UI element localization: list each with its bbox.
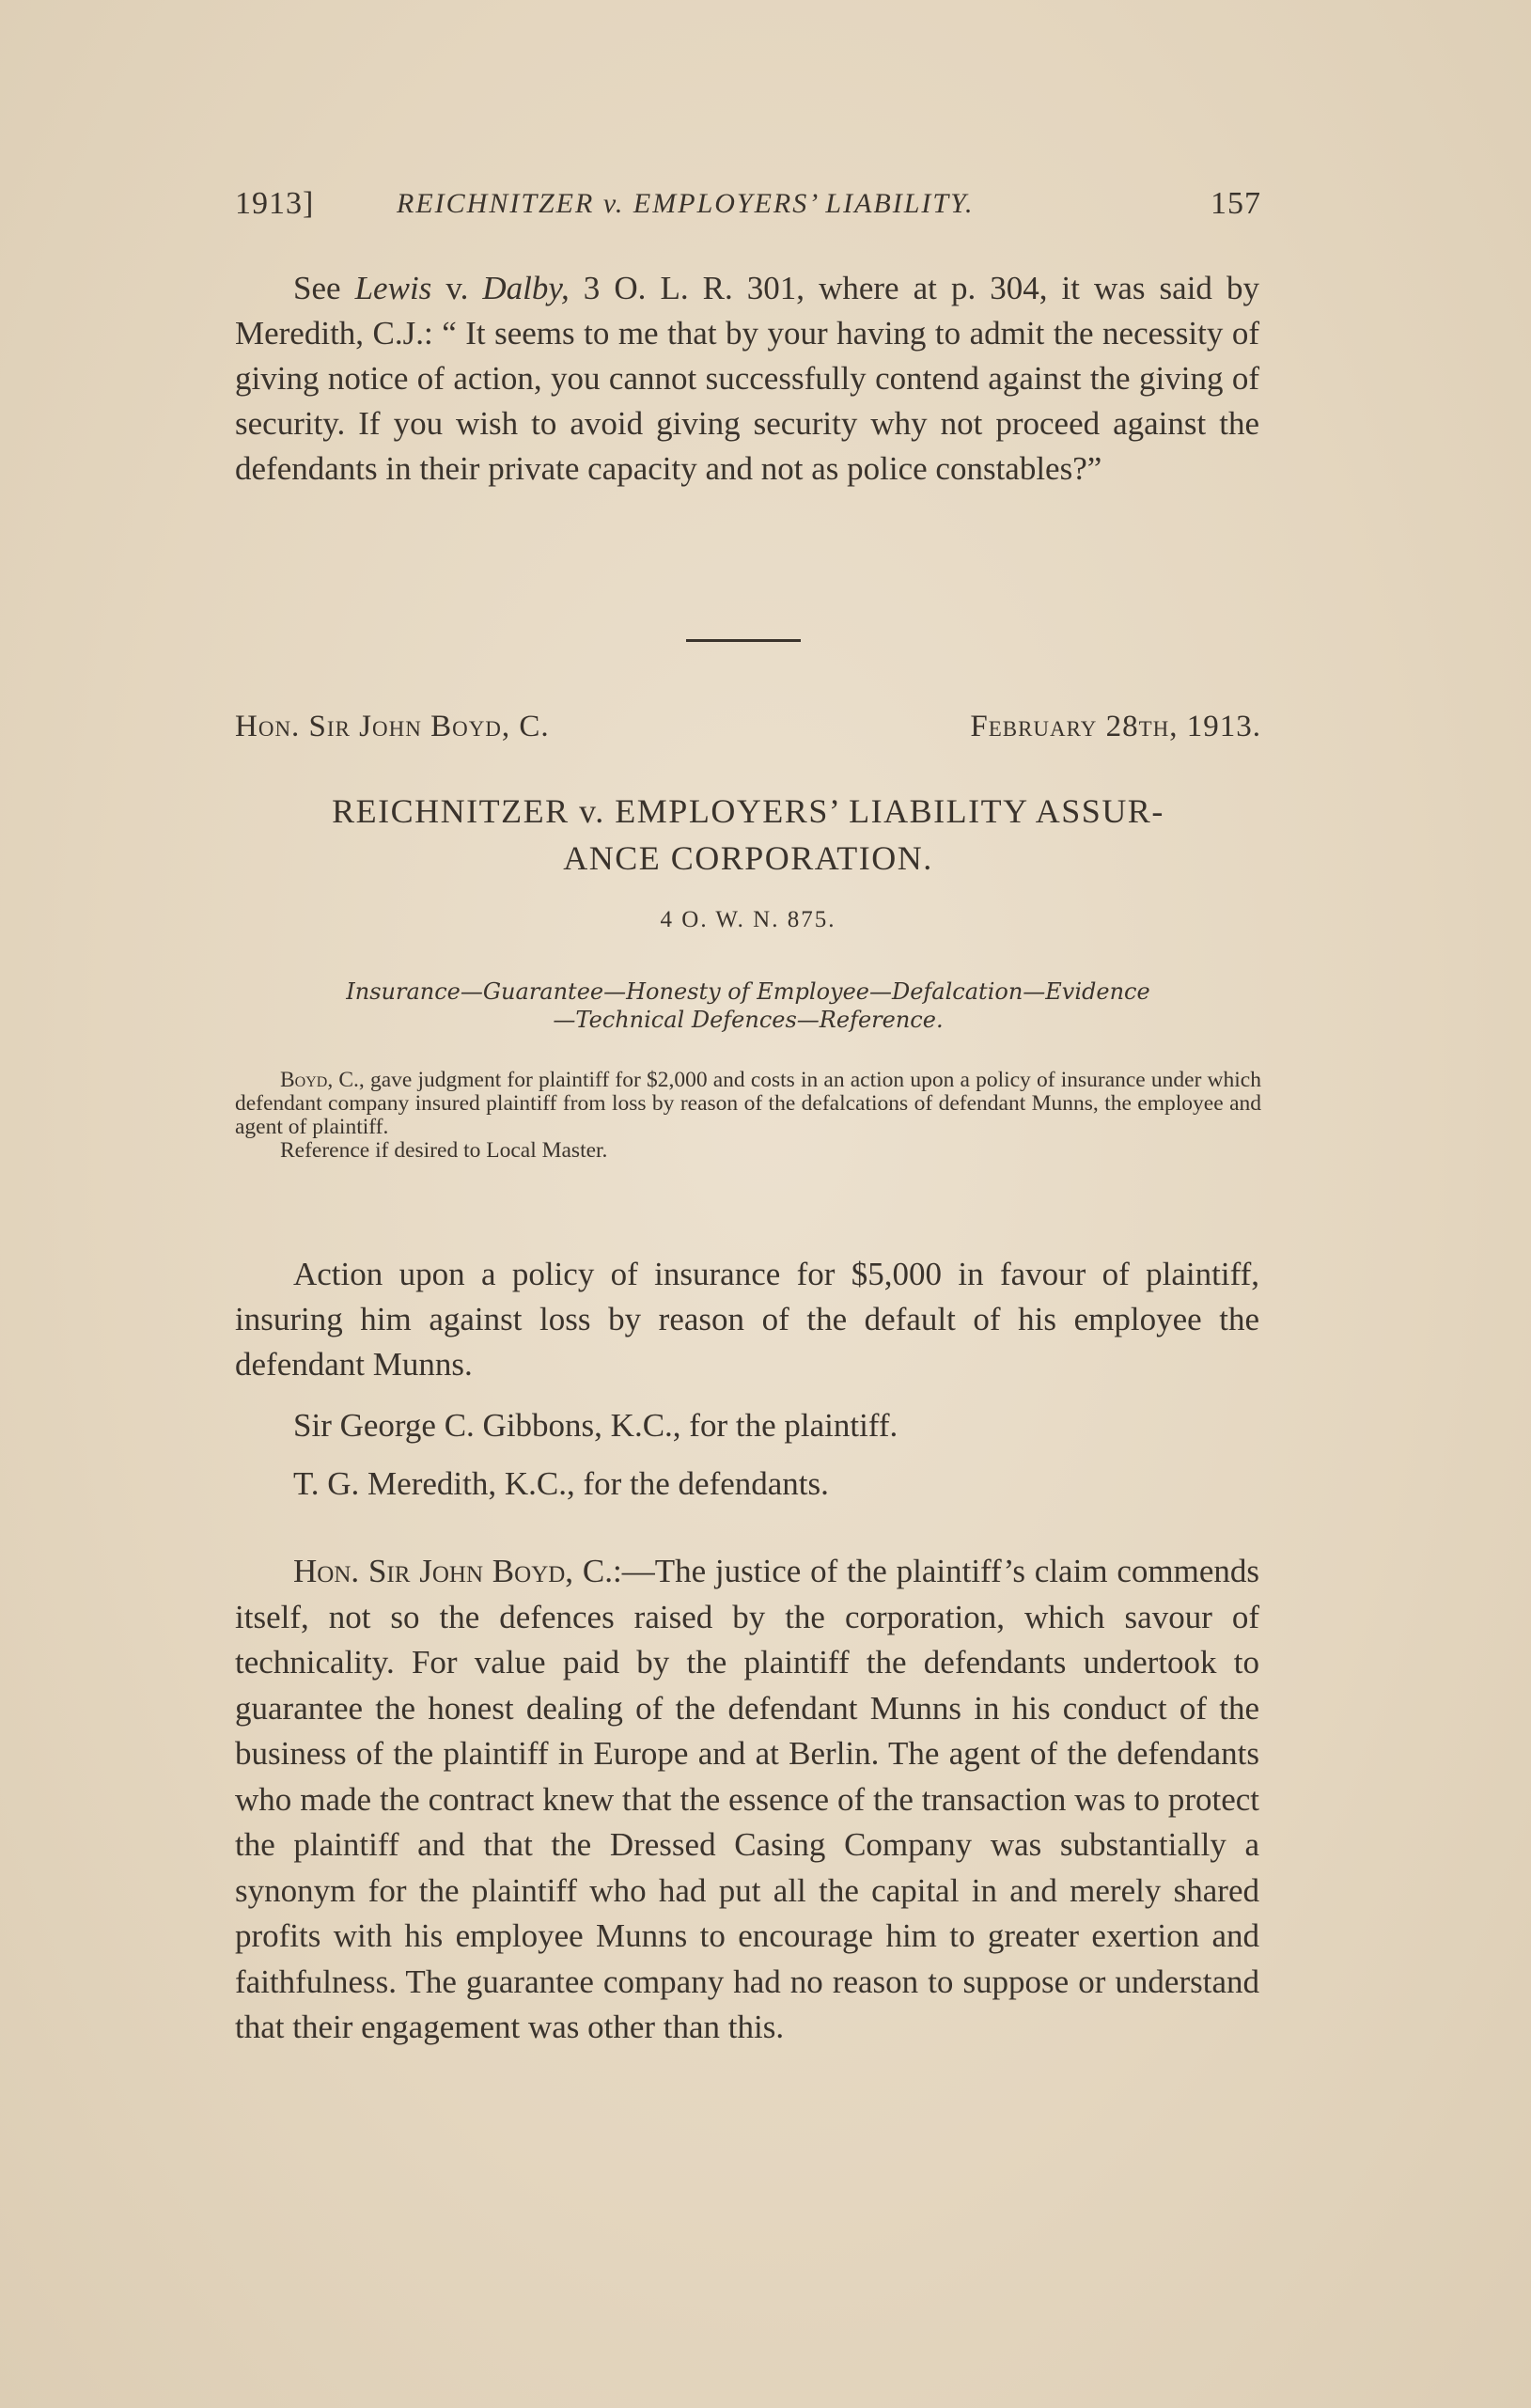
catchwords-line-2: —Technical Defences—Reference. [553,1007,944,1033]
action-paragraph: Action upon a policy of insurance for $5,000 in favour of plaintiff, insuring him against loss by reason of the default of his employee the defendant Munns. [235,1256,1259,1383]
counsel-defendants: T. G. Meredith, K.C., for the defendants. [293,1465,829,1502]
case-title-line-2: ANCE CORPORATION. [563,839,933,877]
quote-intro: See [293,270,355,306]
headnote [235,1069,1261,1163]
judgment-text: :—The justice of the plaintiff’s claim commends itself, not so the defences raised by the corporation, which savour of technicality. For value paid by the plaintiff the defendants undertook to guarantee the honest dealing of the defendant Munns in his conduct of the business of the plaintiff in Europe and at Berlin. The agent of the defendants who made the contract knew that the essence of the transaction was to protect the plaintiff and that the Dressed Casing Company was substantially a synonym for the plaintiff who had put all the capital in and merely shared profits with his employee Munns to encourage him to greater exertion and faithfulness. The guarantee company had no reason to suppose or understand that their engagement was other than this. [235,1553,1259,2045]
judge-date-line [235,710,1261,753]
running-head-year: 1913] [235,186,315,221]
case-name-dalby: Dalby, [482,270,570,306]
quote-paragraph [235,266,1259,492]
versus-text: v. [431,270,483,306]
counsel-plaintiff: Sir George C. Gibbons, K.C., for the plaintiff. [293,1407,898,1444]
case-citation: 4 O. W. N. 875. [660,907,836,932]
running-head-title: REICHNITZER v. EMPLOYERS’ LIABILITY. [397,188,975,219]
judgment-speaker: Hon. Sir John Boyd, C. [293,1553,613,1589]
case-title [235,788,1261,882]
case-name-lewis: Lewis [354,270,432,306]
catchwords [235,977,1261,1034]
headnote-summary [235,1069,1261,1139]
judge-name: Hon. Sir John Boyd, C. [235,710,550,743]
judgment-paragraph [235,1549,1259,2051]
headnote-reference: Reference if desired to Local Master. [280,1138,608,1163]
headnote-judge: Boyd [280,1068,328,1092]
quote-body: 3 O. L. R. 301, where at p. 304, it was said by Meredith, C.J.: “ It seems to me that by your having to admit the necessity of giving notice of action, you cannot successfully contend against the giving of security. If you wish to avoid giving security why not proceed against the defendants in their private capacity and not as police constables?” [235,270,1259,487]
running-head [235,186,1261,233]
page-number: 157 [1211,186,1261,221]
case-title-line-1: REICHNITZER v. EMPLOYERS’ LIABILITY ASSUR- [332,792,1164,830]
decision-date: February 28th, 1913. [970,710,1261,743]
headnote-text: , C., gave judgment for plaintiff for $2,000 and costs in an action upon a policy of insurance under which defendant company insured plaintiff from loss by reason of the defalcations of defendant Munns, the employee and agent of plaintiff. [235,1068,1261,1139]
catchwords-line-1: Insurance—Guarantee—Honesty of Employee—Defalcation—Evidence [346,978,1150,1005]
section-divider [686,639,801,642]
